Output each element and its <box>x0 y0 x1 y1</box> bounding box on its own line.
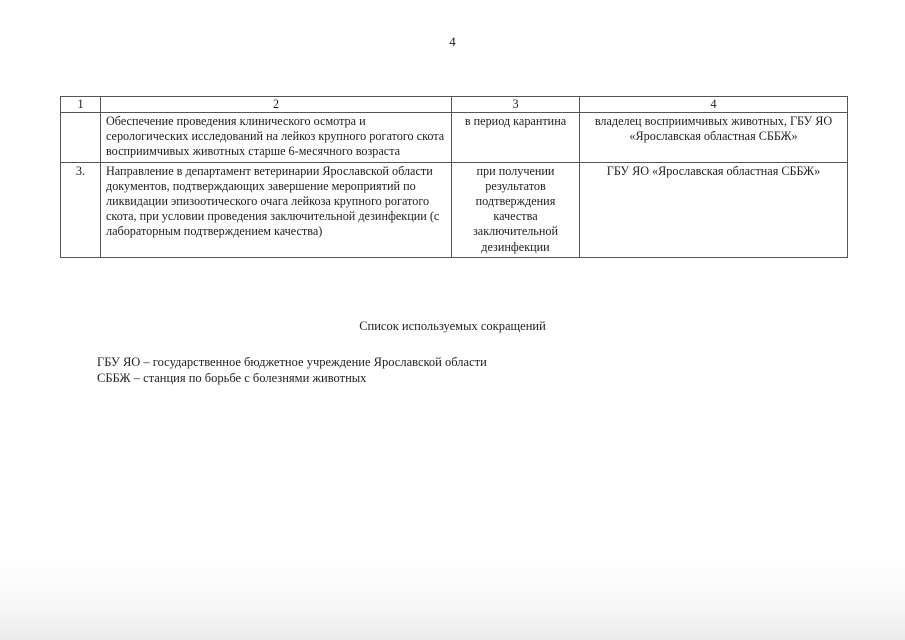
header-cell-2: 2 <box>101 97 452 113</box>
page-number: 4 <box>449 34 456 49</box>
abbreviation-item: ГБУ ЯО – государственное бюджетное учреждение Ярославской области <box>97 355 487 369</box>
header-cell-4: 4 <box>580 97 848 113</box>
task-cell: Направление в департамент ветеринарии Ярославской области документов, подтверждающих завершение мероприятий по ликвидации эпизоотического очага лейкоза крупного рогатого скота, при условии проведения заключительной дезинфекции (с лабораторным подтверждением качества) <box>101 162 452 257</box>
header-cell-3: 3 <box>452 97 580 113</box>
row-number-cell: 3. <box>61 162 101 257</box>
abbreviations-title: Список используемых сокращений <box>359 319 546 333</box>
row-number-cell <box>61 113 101 163</box>
task-cell: Обеспечение проведения клинического осмотра и серологических исследований на лейкоз крупного рогатого скота восприимчивых животных старше 6-месячного возраста <box>101 113 452 163</box>
responsible-cell: ГБУ ЯО «Ярославская областная СББЖ» <box>580 162 848 257</box>
table-row <box>61 113 848 163</box>
responsible-cell: владелец восприимчивых животных, ГБУ ЯО «Ярославская областная СББЖ» <box>580 113 848 163</box>
deadline-cell: в период карантина <box>452 113 580 163</box>
scan-shadow <box>0 560 905 640</box>
abbreviation-item: СББЖ – станция по борьбе с болезнями животных <box>97 371 367 385</box>
header-cell-1: 1 <box>61 97 101 113</box>
table-header-row <box>61 97 848 113</box>
deadline-cell: при получении результатов подтверждения качества заключительной дезинфекции <box>452 162 580 257</box>
measures-table <box>60 96 848 258</box>
table-row <box>61 162 848 257</box>
abbreviations-list <box>97 354 487 386</box>
